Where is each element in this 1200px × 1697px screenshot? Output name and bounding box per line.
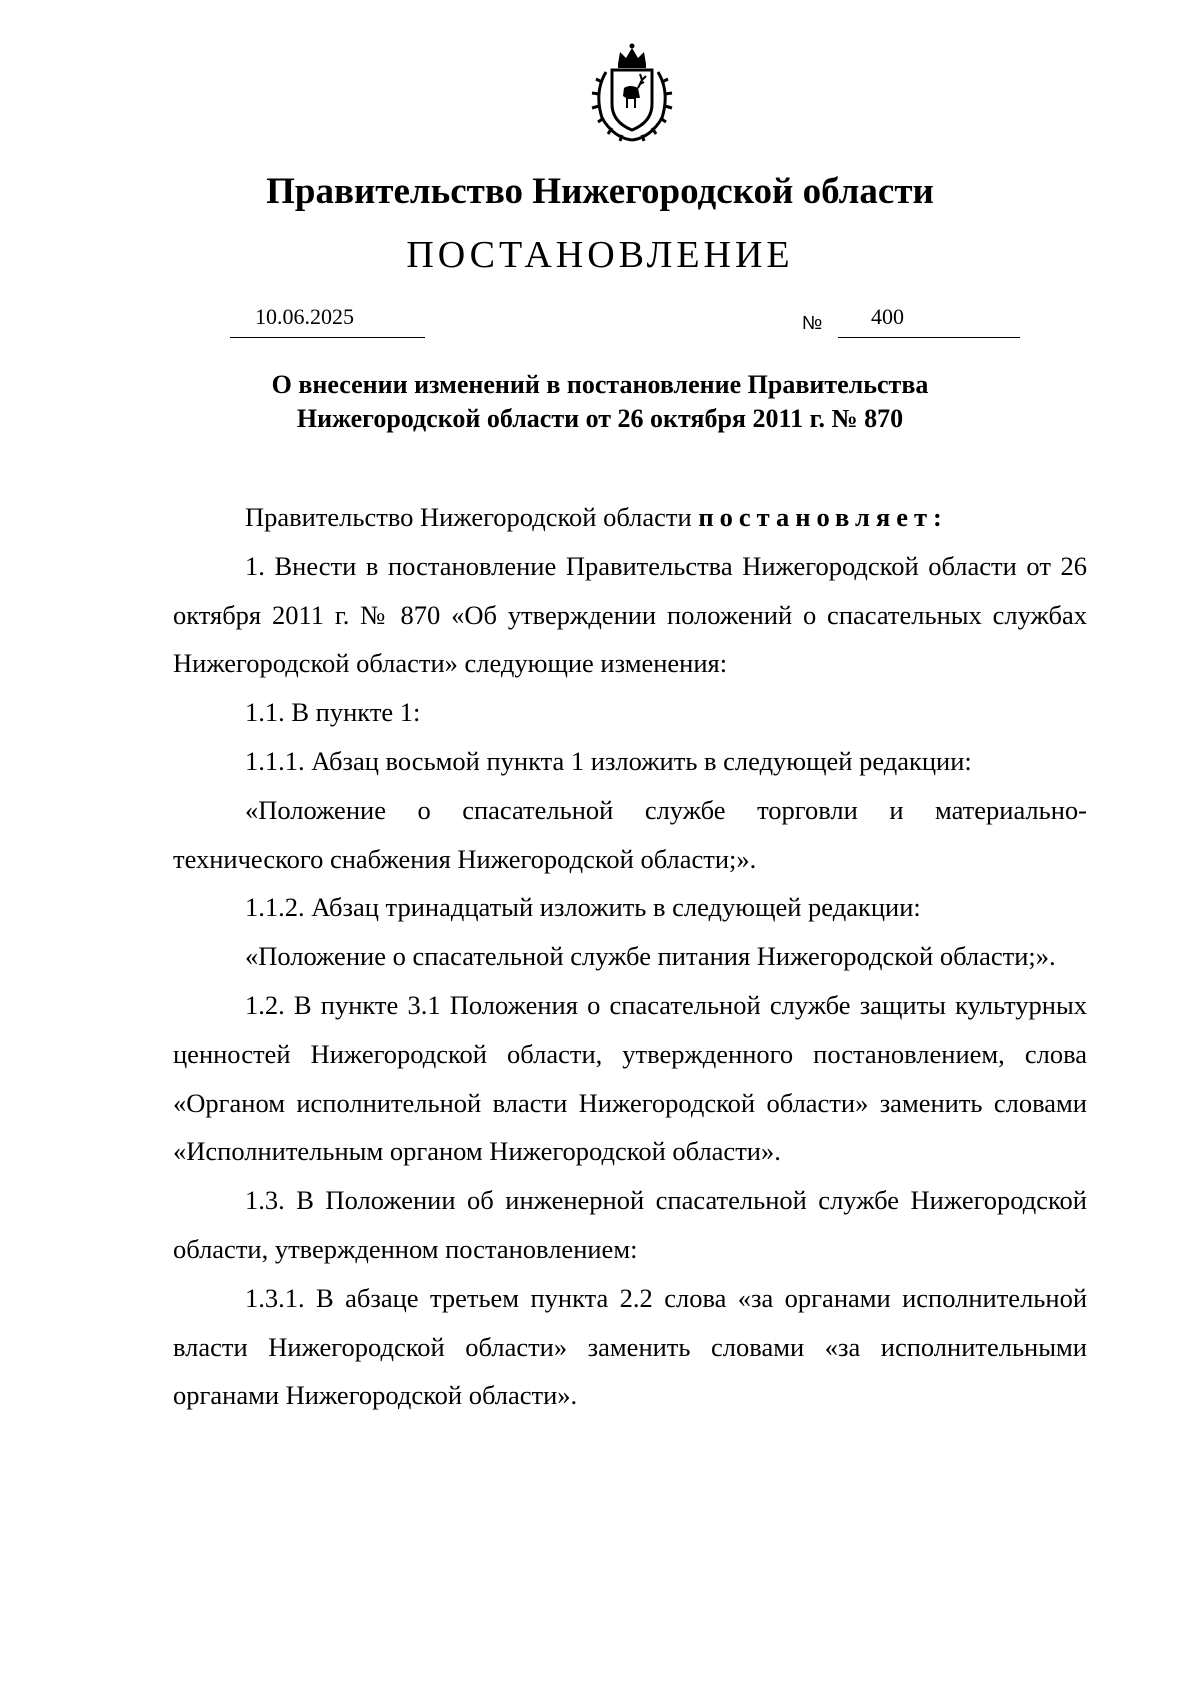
decree-number: 400 <box>871 304 904 329</box>
emblem-graphic <box>580 42 684 146</box>
decree-number-field <box>838 304 1020 338</box>
decree-date: 10.06.2025 <box>255 304 354 329</box>
document-type-title: ПОСТАНОВЛЕНИЕ <box>406 234 794 276</box>
decree-body <box>173 493 1087 1420</box>
subject-line-2: Нижегородской области от 26 октября 2011 г. № 870 <box>296 404 904 433</box>
paragraph-1-1-1-quote: «Положение о спасательной службе торговли и материально-технического снабжения Нижегородской области;». <box>173 794 1087 874</box>
coat-of-arms-icon <box>580 42 684 146</box>
subject-line-1: О внесении изменений в постановление Правительства <box>271 370 929 399</box>
paragraph-1-1-2-quote: «Положение о спасательной службе питания Нижегородской области;». <box>245 941 1056 972</box>
organization-title: Правительство Нижегородской области <box>266 171 934 212</box>
paragraph-1-3-1: 1.3.1. В абзаце третьем пункта 2.2 слова «за органами исполнительной власти Нижегородской области» заменить словами «за исполнительными органами Нижегородской области». <box>173 1282 1087 1411</box>
paragraph-1-2: 1.2. В пункте 3.1 Положения о спасательной службе защиты культурных ценностей Нижегородской области, утвержденного постановлением, слова «Органом исполнительной власти Нижегородской области» заменить словами «Исполнительным органом Нижегородской области». <box>173 989 1087 1167</box>
preamble <box>173 493 1087 542</box>
number-sign: № <box>802 313 823 334</box>
decree-subject <box>0 368 1200 436</box>
paragraph-1-1: 1.1. В пункте 1: <box>245 697 421 728</box>
preamble-text: Правительство Нижегородской области <box>245 502 699 532</box>
paragraph-1-1-2: 1.1.2. Абзац тринадцатый изложить в следующей редакции: <box>245 892 921 923</box>
paragraph-1: 1. Внести в постановление Правительства Нижегородской области от 26 октября 2011 г. № 870 «Об утверждении положений о спасательных службах Нижегородской области» следующие изменения: <box>173 550 1087 679</box>
decree-date-field <box>230 304 425 338</box>
preamble-emphasis: постановляет: <box>698 502 948 532</box>
paragraph-1-3: 1.3. В Положении об инженерной спасательной службе Нижегородской области, утвержденном постановлением: <box>173 1185 1087 1264</box>
paragraph-1-1-1: 1.1.1. Абзац восьмой пункта 1 изложить в следующей редакции: <box>245 745 972 776</box>
